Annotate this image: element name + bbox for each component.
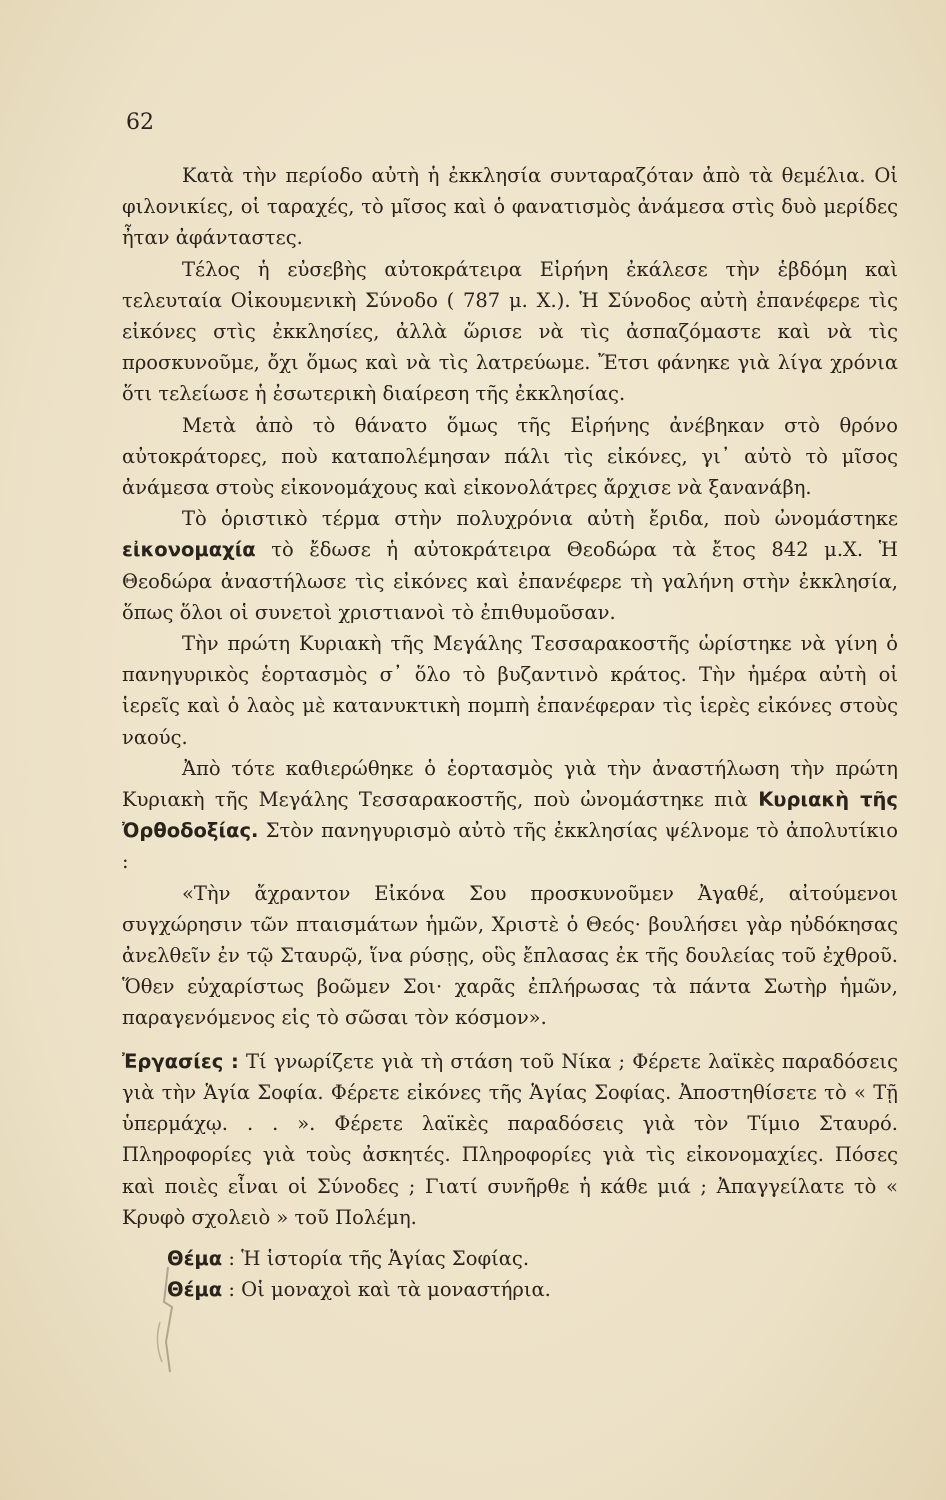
exercises-text: Τί γνωρίζετε γιὰ τὴ στάση τοῦ Νίκα ; Φέρετε λαϊκὲς παραδόσεις γιὰ τὴν Ἁγία Σοφία. Φέρετε εἰκόνες τῆς Ἁγίας Σοφίας. Ἀποστηθίσετε τὸ « Τῇ ὑπερμάχῳ. . . ». Φέρετε λαϊκὲς παραδόσεις γιὰ τὸν Τίμιο Σταυρό. Πληροφορίες γιὰ τοὺς ἀσκητές. Πληροφορίες γιὰ τὶς εἰκονομαχίες. Πόσες καὶ ποιὲς εἶναι οἱ Σύνοδες ; Γιατί συνῆρθε ἡ κάθε μιά ; Ἀπαγγείλατε τὸ « Κρυφὸ σχολειὸ » τοῦ Πολέμη. — [122, 1049, 898, 1229]
themes-list — [122, 1243, 898, 1305]
exercises-paragraph — [122, 1046, 898, 1233]
paragraph-6 — [122, 753, 898, 878]
theme-text: : Οἱ μοναχοὶ καὶ τὰ μοναστήρια. — [228, 1278, 551, 1302]
hymn-paragraph: «Τὴν ἄχραντον Εἰκόνα Σου προσκυνοῦμεν Ἀγαθέ, αἰτούμενοι συγχώρησιν τῶν πταισμάτων ἡμῶν, Χριστὲ ὁ Θεός· βουλήσει γὰρ ηὐδόκησας ἀνελθεῖν ἐν τῷ Σταυρῷ, ἵνα ρύσῃς, οὓς ἔπλασας ἐκ τῆς δουλείας τοῦ ἐχθροῦ. Ὅθεν εὐχαρίστως βοῶμεν Σοι· χαρᾶς ἐπλήρωσας τὰ πάντα Σωτὴρ ἡμῶν, παραγενόμενος εἰς τὸ σῶσαι τὸν κόσμον». — [122, 881, 898, 1030]
theme-item — [122, 1243, 898, 1274]
paragraph-4-after: τὸ ἔδωσε ἡ αὐτοκράτειρα Θεοδώρα τὰ ἔτος 842 μ.Χ. Ἡ Θεοδώρα ἀναστήλωσε τὶς εἰκόνες καὶ ἐπανέφερε τὴ γαλήνη στὴν ἐκκλησία, ὅπως ὅλοι οἱ συνετοὶ χριστιανοὶ τὸ ἐπιθυμοῦσαν. — [122, 538, 899, 624]
theme-item — [122, 1274, 898, 1305]
paragraph-1: Κατὰ τὴν περίοδο αὐτὴ ἡ ἐκκλησία συνταραζόταν ἀπὸ τὰ θεμέλια. Οἱ φιλονικίες, οἱ ταραχές, τὸ μῖσος καὶ ὁ φανατισμὸς ἀνάμεσα στὶς δυὸ μερίδες ἦταν ἀφάνταστες. — [122, 164, 898, 250]
theme-label: Θέμα — [167, 1246, 223, 1270]
paragraph-6-after: Στὸν πανηγυρισμὸ αὐτὸ τῆς ἐκκλησίας ψέλνομε τὸ ἀπολυτίκιο : — [122, 819, 898, 874]
paragraph-6-before: Ἀπὸ τότε καθιερώθηκε ὁ ἑορτασμὸς γιὰ τὴν ἀναστήλωση τὴν πρώτη Κυριακὴ τῆς Μεγάλης Τεσσαρακοστῆς, ποὺ ὠνομάστηκε πιὰ — [122, 756, 898, 812]
theme-text: : Ἡ ἱστορία τῆς Ἁγίας Σοφίας. — [228, 1246, 530, 1270]
term-sunday-of-orthodoxy: Κυριακὴ τῆς Ὀρθοδοξίας. — [122, 788, 898, 843]
paragraph-2: Τέλος ἡ εὐσεβὴς αὐτοκράτειρα Εἰρήνη ἐκάλεσε τὴν ἑβδόμη καὶ τελευταία Οἰκουμενικὴ Σύνοδο ( 787 μ. Χ.). Ἡ Σύνοδος αὐτὴ ἐπανέφερε τὶς εἰκόνες στὶς ἐκκλησίες, ἀλλὰ ὥρισε νὰ τὶς ἀσπαζόμαστε καὶ νὰ τὶς προσκυνοῦμε, ὄχι ὅμως καὶ νὰ τὶς λατρεύωμε. Ἔτσι φάνηκε γιὰ λίγα χρόνια ὅτι τελείωσε ἡ ἐσωτερικὴ διαίρεση τῆς ἐκκλησίας. — [122, 257, 898, 406]
theme-label: Θέμα — [167, 1278, 223, 1302]
paragraph-3: Μετὰ ἀπὸ τὸ θάνατο ὅμως τῆς Εἰρήνης ἀνέβηκαν στὸ θρόνο αὐτοκράτορες, ποὺ καταπολέμησαν πάλι τὶς εἰκόνες, γι᾽ αὐτὸ τὸ μῖσος ἀνάμεσα στοὺς εἰκονομάχους καὶ εἰκονολάτρες ἄρχισε νὰ ξανανάβη. — [122, 413, 898, 500]
body-text — [122, 160, 898, 1305]
paragraph-4 — [122, 503, 898, 628]
pencil-mark-icon — [150, 1262, 190, 1382]
paragraph-5: Τὴν πρώτη Κυριακὴ τῆς Μεγάλης Τεσσαρακοστῆς ὡρίστηκε νὰ γίνη ὁ πανηγυρικὸς ἑορτασμὸς σ᾽ ὅλο τὸ βυζαντινὸ κράτος. Τὴν ἡμέρα αὐτὴ οἱ ἱερεῖς καὶ ὁ λαὸς μὲ κατανυκτικὴ πομπὴ ἐπανέφεραν τὶς ἱερὲς εἰκόνες στοὺς ναούς. — [122, 632, 898, 749]
paragraph-4-before: Τὸ ὁριστικὸ τέρμα στὴν πολυχρόνια αὐτὴ ἔριδα, ποὺ ὠνομάστηκε — [182, 507, 898, 531]
page-number: 62 — [126, 110, 154, 135]
exercises-label: Ἐργασίες : — [122, 1049, 239, 1073]
term-iconoclasm: εἰκονομαχία — [122, 538, 256, 562]
